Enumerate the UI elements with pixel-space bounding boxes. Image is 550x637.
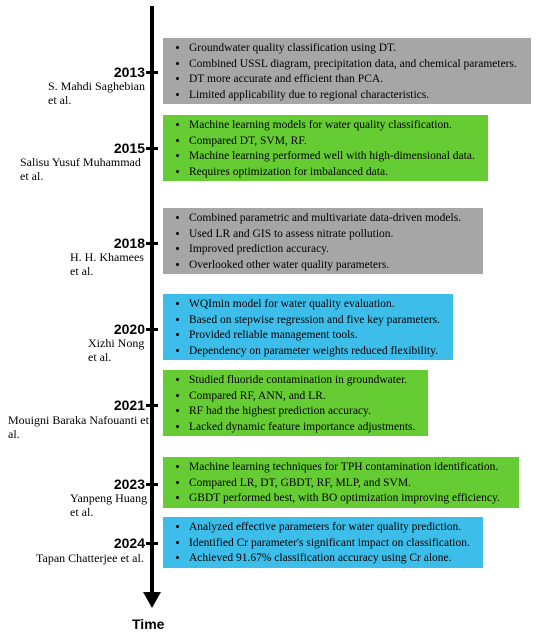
summary-point: • RF had the highest prediction accuracy.: [189, 404, 420, 420]
summary-box: [163, 370, 428, 436]
summary-point: • Combined parametric and multivariate data-driven models.: [189, 211, 475, 227]
summary-point: • Limited applicability due to regional characteristics.: [189, 88, 523, 104]
summary-point: • Studied fluoride contamination in groundwater.: [189, 373, 420, 389]
year-label: 2021: [113, 397, 145, 413]
timeline-tick: [146, 71, 158, 74]
summary-box: [163, 294, 453, 360]
author-label: Yanpeng Huang et al.: [70, 491, 148, 519]
summary-point: • Achieved 91.67% classification accuracy using Cr alone.: [189, 551, 475, 567]
summary-point: • Machine learning techniques for TPH contamination identification.: [189, 460, 511, 476]
year-label: 2020: [113, 321, 145, 337]
summary-point: • Identified Cr parameter's significant impact on classification.: [189, 536, 475, 552]
summary-point: • Provided reliable management tools.: [189, 328, 445, 344]
summary-point: • Improved prediction accuracy.: [189, 242, 475, 258]
timeline-axis: [150, 6, 154, 596]
timeline-tick: [146, 328, 158, 331]
year-label: 2015: [113, 140, 145, 156]
timeline-arrowhead: [143, 592, 161, 608]
timeline-tick: [146, 542, 158, 545]
summary-box: [163, 115, 488, 181]
author-label: Mouigni Baraka Nafouanti et al.: [8, 413, 149, 441]
summary-box: [163, 457, 519, 508]
author-label: H. H. Khamees et al.: [70, 250, 144, 278]
timeline-tick: [146, 483, 158, 486]
summary-box: [163, 208, 483, 274]
summary-point: • WQImin model for water quality evaluation.: [189, 297, 445, 313]
summary-point: • Requires optimization for imbalanced data.: [189, 165, 480, 181]
timeline-tick: [146, 404, 158, 407]
summary-point: • Machine learning performed well with high-dimensional data.: [189, 149, 480, 165]
summary-box: [163, 38, 531, 104]
summary-point: • DT more accurate and efficient than PCA.: [189, 72, 523, 88]
summary-point: • Overlooked other water quality parameters.: [189, 258, 475, 274]
author-label: Xizhi Nong et al.: [88, 336, 145, 364]
timeline-tick: [146, 242, 158, 245]
year-label: 2023: [113, 476, 145, 492]
summary-point: • GBDT performed best, with BO optimization improving efficiency.: [189, 491, 511, 507]
summary-point: • Dependency on parameter weights reduced flexibility.: [189, 344, 445, 360]
year-label: 2024: [113, 535, 145, 551]
summary-point: • Based on stepwise regression and five key parameters.: [189, 313, 445, 329]
author-label: Tapan Chatterjee et al.: [36, 551, 144, 565]
timeline-tick: [146, 147, 158, 150]
year-label: 2013: [113, 64, 145, 80]
summary-point: • Compared LR, DT, GBDT, RF, MLP, and SVM.: [189, 476, 511, 492]
summary-point: • Lacked dynamic feature importance adjustments.: [189, 420, 420, 436]
author-label: Salisu Yusuf Muhammad et al.: [20, 155, 141, 183]
year-label: 2018: [113, 235, 145, 251]
summary-point: • Used LR and GIS to assess nitrate pollution.: [189, 227, 475, 243]
summary-point: • Compared RF, ANN, and LR.: [189, 389, 420, 405]
summary-point: • Compared DT, SVM, RF.: [189, 134, 480, 150]
summary-point: • Analyzed effective parameters for water quality prediction.: [189, 520, 475, 536]
summary-box: [163, 517, 483, 568]
summary-point: • Groundwater quality classification using DT.: [189, 41, 523, 57]
summary-point: • Machine learning models for water quality classification.: [189, 118, 480, 134]
author-label: S. Mahdi Saghebian et al.: [48, 79, 145, 107]
axis-label: Time: [132, 616, 165, 632]
summary-point: • Combined USSL diagram, precipitation data, and chemical parameters.: [189, 57, 523, 73]
